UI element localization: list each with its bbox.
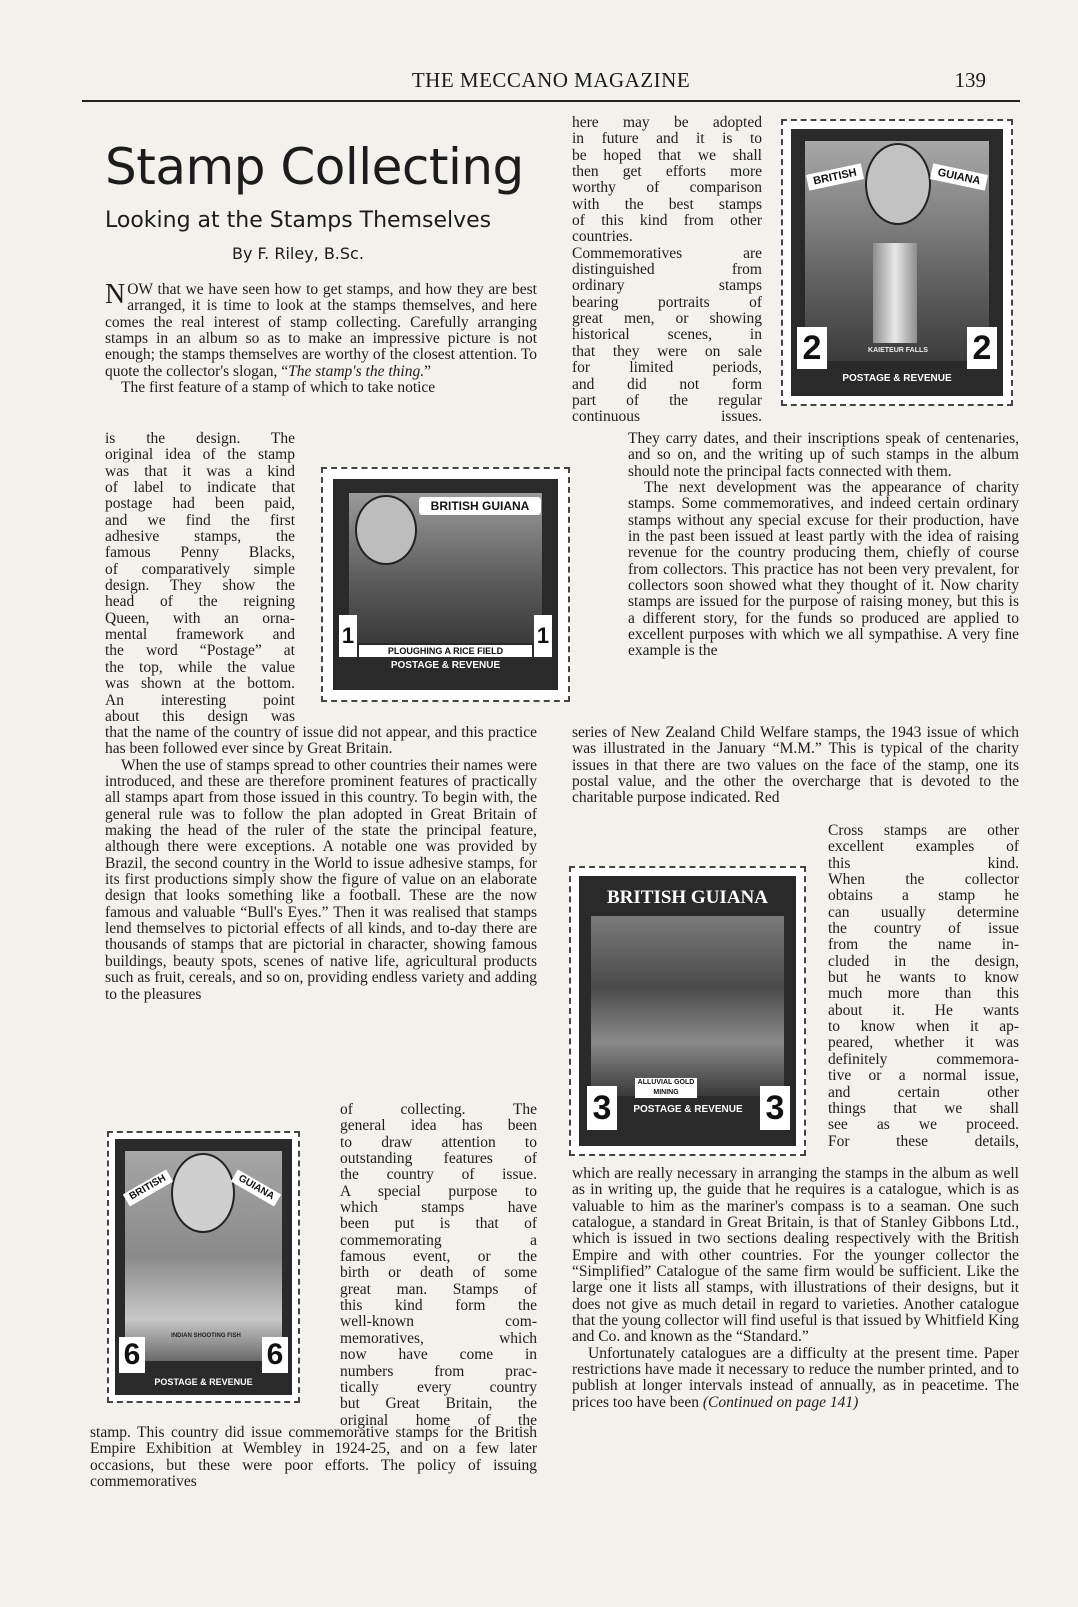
king-portrait — [355, 495, 417, 565]
text-line: great men, or showing — [572, 311, 762, 328]
text-line: can usually determine — [828, 904, 1019, 921]
paragraph-commemorative-rest: stamp. This country did issue commemorative stamps for the British Empire Exhibition at Wembley in 1924-25, and on a few later occasions, but these were poor efforts. The policy of issuing commemoratives — [90, 1424, 537, 1491]
text-line: memoratives, which — [340, 1330, 537, 1347]
text-line: When the collector — [828, 872, 1019, 889]
magazine-title: THE MECCANO MAGAZINE — [411, 68, 691, 92]
text-line: be hoped that we shall — [572, 147, 762, 164]
text-line: but he wants to know — [828, 970, 1019, 987]
byline: By F. Riley, B.Sc. — [232, 244, 364, 263]
text-line: was that it was a kind — [105, 463, 295, 480]
stamp-country-left: BRITISH — [806, 163, 864, 190]
text-line: distinguished from — [572, 262, 762, 279]
stamp-country-label: BRITISH GUIANA — [606, 887, 768, 908]
stamp-value-right: 2 — [967, 327, 997, 369]
page-header — [82, 64, 1020, 102]
text-line: obtains a stamp he — [828, 888, 1019, 905]
article-subtitle: Looking at the Stamps Themselves — [105, 208, 492, 233]
text-line: to draw attention to — [340, 1134, 537, 1151]
text-line: and certain other — [828, 1084, 1019, 1101]
paragraph-design-lead: The first feature of a stamp of which to take notice — [121, 379, 436, 397]
paragraph-difficulty: Unfortunately catalogues are a difficulty at the present time. Paper restrictions have made it necessary to reduce the number printed, and to publish at longer intervals instead of annually, as in peacetime. The prices too have been (Continued on page 141) — [572, 1344, 1019, 1411]
stamp-british-guiana-6-cents — [107, 1131, 300, 1403]
stamp-band: POSTAGE & REVENUE — [390, 660, 501, 671]
text-line: tive or a normal issue, — [828, 1068, 1019, 1085]
text-line: the top, while the value — [105, 659, 295, 676]
paragraph-commemorative-wrap — [340, 1102, 537, 1429]
text-line: part of the regular — [572, 392, 762, 409]
text-line: Commemoratives are — [572, 245, 762, 262]
text-line: historical scenes, in — [572, 327, 762, 344]
text-line: ordinary stamps — [572, 278, 762, 295]
text-line: about it. He wants — [828, 1002, 1019, 1019]
text-line: tically every country — [340, 1379, 537, 1396]
paragraph-design-wrap — [105, 431, 295, 725]
text-line: to know when it ap- — [828, 1019, 1019, 1036]
stamp-band: POSTAGE & REVENUE — [633, 1104, 743, 1115]
king-portrait — [171, 1153, 235, 1233]
text-line: things that we shall — [828, 1100, 1019, 1117]
text-line: of comparatively simple — [105, 561, 295, 578]
stamp-value-right: 6 — [262, 1337, 288, 1373]
text-line: then get efforts more — [572, 164, 762, 181]
text-line: peared, whether it was — [828, 1035, 1019, 1052]
stamp-value-left: 2 — [797, 327, 827, 369]
text-line: Queen, with an orna- — [105, 610, 295, 627]
text-line: For these details, — [828, 1133, 1019, 1150]
text-line: cluded in the design, — [828, 953, 1019, 970]
text-line: now have come in — [340, 1347, 537, 1364]
text-line: of label to indicate that — [105, 480, 295, 497]
text-line: excellent examples of — [828, 839, 1019, 856]
text-line: outstanding features of — [340, 1151, 537, 1168]
text-line: and we find the first — [105, 512, 295, 529]
text-line: original idea of the stamp — [105, 447, 295, 464]
text-line: of collecting. The — [340, 1102, 537, 1118]
text-line: birth or death of some — [340, 1265, 537, 1282]
paragraph-pictorial: When the use of stamps spread to other countries their names were introduced, and these are therefore prominent features of practically all stamps apart from those issued in this country. To begin with, the general rule was to follow the plan adopted in Great Britain of making the head of the ruler of the state the principal feature, although there were exceptions. A notable one was provided by Brazil, the second country in the World to issue adhesive stamps, for its first productions simply show the figure of value on an elaborate design that looks something like a football. These are the now famous and valuable “Bull's Eyes.” Then it was realised that stamps lend themselves to pictorial effects of all kinds, and to-day there are thousands of stamps that are pictorial in character, showing famous buildings, beauty spots, scenes of native life, agricultural products such as fruit, cereals, and so on, providing endless variety and adding to the pleasures — [105, 756, 537, 1003]
text-line: about this design was — [105, 708, 295, 725]
text-line: A special purpose to — [340, 1183, 537, 1200]
stamp-british-guiana-3-cents — [569, 866, 806, 1156]
king-portrait — [865, 143, 931, 225]
text-line: definitely commemora- — [828, 1051, 1019, 1068]
text-line: general idea has been — [340, 1118, 537, 1135]
text-line: bearing portraits of — [572, 294, 762, 311]
text-line: is the design. The — [105, 431, 295, 447]
text-line: design. They show the — [105, 578, 295, 595]
paragraph-catalogue: which are really necessary in arranging the stamps in the album as well as in writing up, the guide that he requires is a catalogue, which is as valuable to him as the mariner's compass is to a seaman. One such catalogue, a standard in Great Britain, is that of Stanley Gibbons Ltd., which is issued in two sections dealing respectively with the British Empire and with other countries. For the younger collector the “Simplified” Catalogue of the same firm would be sufficient. Like the large one it lists all stamps, with illustrations of their designs, but it does not give as much detail in regard to varieties. Another catalogue that the young collector will find useful is that issued by Whitfield King and Co. and known as the “Standard.” Unfortunately catalogues are a difficulty at the present time. Paper restrictions have made it necessary to reduce the number printed, and to publish at longer intervals instead of annually, as in peacetime. The prices too have been (Continued on page 141) — [572, 1165, 1019, 1411]
page-number: 139 — [954, 68, 986, 92]
stamp-country-right: GUIANA — [930, 163, 988, 190]
paragraph-collector-wrap — [828, 823, 1019, 1150]
text-line: that they were on sale — [572, 343, 762, 360]
text-line: here may be adopted — [572, 115, 762, 131]
text-line: countries. — [572, 229, 633, 246]
text-line: been put is that of — [340, 1216, 537, 1233]
text-line: great man. Stamps of — [340, 1281, 537, 1298]
text-line: head of the reigning — [105, 594, 295, 611]
text-line: well-known com- — [340, 1314, 537, 1331]
text-line: this kind form the — [340, 1298, 537, 1315]
text-line: in future and it is to — [572, 131, 762, 148]
stamp-caption: ALLUVIAL GOLD MINING — [635, 1078, 697, 1098]
paragraph-charity-full: series of New Zealand Child Welfare stamps, the 1943 issue of which was illustrated in the January “M.M.” This is typical of the charity issues in that there are two values on the face of the stamp, one its postal value, and the other the overcharge that is devoted to the charitable purpose indicated. Red — [572, 724, 1019, 807]
paragraph-intro: NOW that we have seen how to get stamps, and how they are best arranged, it is time to look at the stamps themselves, and here comes the real interest of stamp collecting. Carefully arranging stamps in an album so as to make an impressive picture is not enough; the stamps themselves are worthy of the closest attention. To quote the collector's slogan, “The stamp's the thing.” The first feature of a stamp of which to take notice — [105, 279, 537, 397]
continued-note: (Continued on page 141) — [702, 1393, 859, 1411]
text-line: and did not form — [572, 376, 762, 393]
text-line: much more than this — [828, 986, 1019, 1003]
text-line: adhesive stamps, the — [105, 529, 295, 546]
text-line: for limited periods, — [572, 360, 762, 377]
text-line: with the best stamps — [572, 196, 762, 213]
paragraph-design-rest: that the name of the country of issue did not appear, and this practice has been followed ever since by Great Britain. When the use of stamps spread to other countries their names were introduced, and these are therefore prominent features of practically all stamps apart from those issued in this country. To begin with, the general rule was to follow the plan adopted in Great Britain of making the head of the ruler of the state the principal feature, although there were exceptions. A notable one was provided by Brazil, the second country in the World to issue adhesive stamps, for its first productions simply show the figure of value on an elaborate design that looks something like a football. These are the now famous and valuable “Bull's Eyes.” Then it was realised that stamps lend themselves to pictorial effects of all kinds, and to-day there are thousands of stamps that are pictorial in character, showing famous buildings, beauty spots, scenes of native life, agricultural products such as fruit, cereals, and so on, providing endless variety and adding to the pleasures — [105, 724, 537, 1003]
text-line: worthy of comparison — [572, 180, 762, 197]
paragraph-charity: The next development was the appearance of charity stamps. Some commemoratives, and indeed certain ordinary stamps without any special excuse for their production, have in the past been issued at least partly with the idea of raising revenue for the country producing them, chiefly of course from collectors. This practice has not been very prevalent, for collectors soon showed what they thought of it. Now charity stamps are issued for the purpose of raising money, but this is a different story, for the funds so produced are applied to excellent purposes with which we all sympathise. A very fine example is the — [628, 479, 1019, 660]
stamp-country-right: GUIANA — [231, 1169, 281, 1206]
stamp-caption: KAIETEUR FALLS — [868, 347, 928, 354]
stamp-country-left: BRITISH — [123, 1169, 173, 1206]
text-line: original home of the — [340, 1412, 537, 1429]
text-line: postage had been paid, — [105, 496, 295, 513]
text-line: the country of issue. — [340, 1167, 537, 1184]
text-line: numbers from prac- — [340, 1363, 537, 1380]
stamp-value-right: 3 — [760, 1086, 790, 1130]
text-line: which stamps have — [340, 1200, 537, 1217]
paragraph-dates: They carry dates, and their inscriptions speak of centenaries, and so on, and the writing up of such stamps in the album should note the principal facts connected with them. The next development was the appearance of charity stamps. Some commemoratives, and indeed certain ordinary stamps without any special excuse for their production, have in the past been issued at least partly with the idea of raising revenue for the country producing them, chiefly of course from collectors. This practice has not been very prevalent, for collectors soon showed what they thought of it. Now charity stamps are issued for the purpose of raising money, but this is a different story, for the funds so produced are applied to excellent purposes with which we all sympathise. A very fine example is the — [628, 430, 1019, 660]
text-line: of this kind from other — [572, 213, 762, 230]
text-line: the word “Postage” at — [105, 643, 295, 660]
stamp-caption: INDIAN SHOOTING FISH — [171, 1333, 241, 1339]
text-line: mental framework and — [105, 627, 295, 644]
stamp-value-left: 1 — [339, 615, 357, 657]
stamp-british-guiana-2-cents — [781, 119, 1013, 406]
stamp-band: POSTAGE & REVENUE — [154, 1377, 253, 1387]
text-line: Cross stamps are other — [828, 823, 1019, 839]
text-line: An interesting point — [105, 692, 295, 709]
article-title: Stamp Collecting — [105, 138, 524, 196]
text-line: the country of issue — [828, 921, 1019, 938]
text-line: was shown at the bottom. — [105, 676, 295, 693]
stamp-country-label: BRITISH GUIANA — [419, 497, 541, 515]
stamp-band: POSTAGE & REVENUE — [842, 373, 952, 384]
text-line: famous event, or the — [340, 1249, 537, 1266]
slogan: The stamp's the thing. — [288, 362, 425, 380]
text-line: this kind. — [828, 855, 1019, 872]
text-line: from the name in- — [828, 937, 1019, 954]
stamp-value-right: 1 — [534, 615, 552, 657]
paragraph-col2-top — [572, 115, 762, 426]
waterfall — [873, 243, 917, 343]
stamp-value-left: 3 — [587, 1086, 617, 1130]
stamp-value-left: 6 — [119, 1337, 145, 1373]
text-line: commemorating a — [340, 1232, 537, 1249]
stamp-british-guiana-1-cent — [321, 467, 570, 702]
text-line: famous Penny Blacks, — [105, 545, 295, 562]
text-line: see as we proceed. — [828, 1117, 1019, 1134]
drop-cap: N — [105, 279, 126, 310]
text-line: but Great Britain, the — [340, 1396, 537, 1413]
stamp-caption: PLOUGHING A RICE FIELD — [359, 645, 532, 657]
text-line: continuous issues. — [572, 409, 762, 426]
